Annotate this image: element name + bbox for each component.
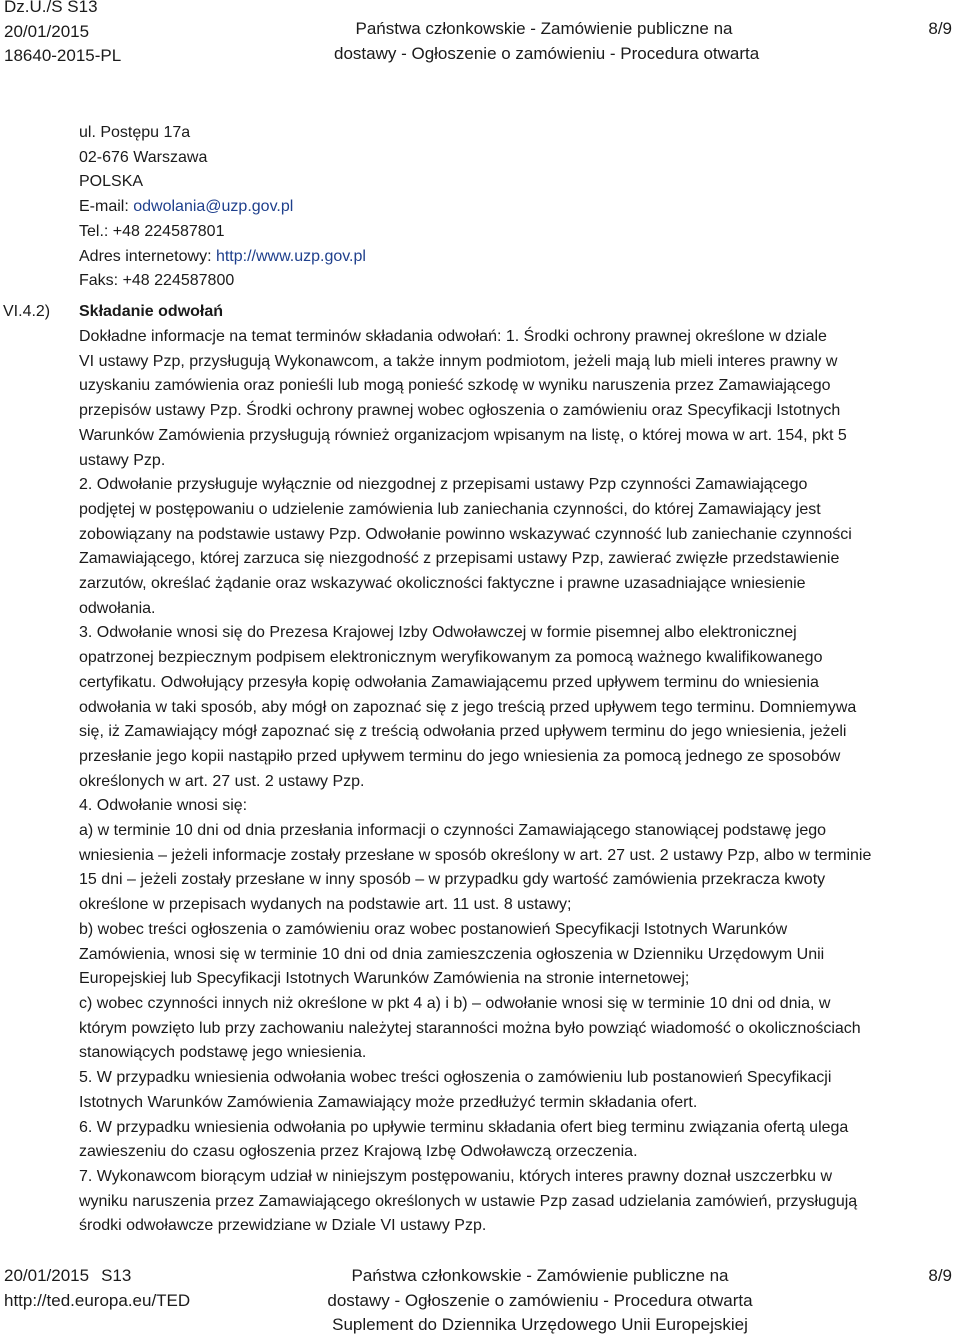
address-block [79,121,366,294]
web-link[interactable]: http://www.uzp.gov.pl [215,247,366,265]
body-line: ustawy Pzp. [79,451,166,469]
body-line: 5. W przypadku wniesienia odwołania wobec treści ogłoszenia o zamówieniu lub postanowień Specyfikacji [79,1069,832,1087]
header-page-number: 8/9 [928,19,952,38]
body-line: Warunków Zamówienia przysługują również organizacjom wpisanym na listę, o której mowa w art. 154, pkt 5 [79,426,847,444]
address-street: ul. Postępu 17a [79,124,191,141]
body-line: zawieszeniu do czasu ogłoszenia przez Krajową Izbę Odwoławczą orzeczenia. [79,1143,638,1161]
notice-number: 18640-2015-PL [4,46,122,65]
body-line: 4. Odwołanie wnosi się: [79,797,248,815]
footer-title-line-1: Państwa członkowskie - Zamówienie publiczne na [351,1266,729,1285]
body-line: Zamawiającego, której zarzuca się niezgodność z przepisami ustawy Pzp, zawierać zwięzłe przedstawienie [79,550,840,568]
footer-page-number: 8/9 [928,1266,952,1285]
body-line: 6. W przypadku wniesienia odwołania po upływie terminu składania ofert bieg terminu związania ofertą ulega [79,1118,849,1136]
journal-reference: Dz.U./S S13 [4,0,98,16]
body-line: Istotnych Warunków Zamówienia Zamawiający może przedłużyć termin składania ofert. [79,1093,698,1111]
body-line: określonych w art. 27 ust. 2 ustawy Pzp. [79,772,365,790]
email-label: E-mail: [79,198,134,216]
footer-series: S13 [101,1266,132,1285]
address-tel: Tel.: +48 224587801 [79,222,225,240]
body-line: określone w przepisach wydanych na podstawie art. 11 ust. 8 ustawy; [79,896,572,914]
body-line: 3. Odwołanie wnosi się do Prezesa Krajowej Izby Odwoławczej w formie pisemnej albo elektronicznej [79,624,797,642]
footer-left [4,1264,190,1313]
header-title-line-2: dostawy - Ogłoszenie o zamówieniu - Procedura otwarta [334,43,760,63]
header-title-line-1: Państwa członkowskie - Zamówienie publiczne na [355,19,733,38]
body-line: c) wobec czynności innych niż określone w pkt 4 a) i b) – odwołanie wnosi się w terminie 10 dni od dnia, w [79,994,831,1012]
body-line: uzyskaniu zamówienia oraz ponieśli lub mogą ponieść szkodę w wyniku naruszenia przez Zamawiającego [79,377,831,395]
footer-url[interactable]: http://ted.europa.eu/TED [4,1290,191,1310]
address-email-row [79,195,366,220]
body-line: wyniku naruszenia przez Zamawiającego określonych w ustawie Pzp zasad udzielania zamówień, przysługują [79,1192,858,1210]
footer-supplement: Suplement do Dziennika Urzędowego Unii Europejskiej [332,1315,748,1334]
address-fax: Faks: +48 224587800 [79,272,235,290]
body-line: VI ustawy Pzp, przysługują Wykonawcom, a także innym podmiotom, jeżeli mają lub mieli interes prawny w [79,352,838,370]
body-line: opatrzonej bezpiecznym podpisem elektronicznym weryfikowanym za pomocą ważnego kwalifikowanego [79,649,823,667]
body-line: przesłanie jego kopii nastąpiło przed upływem terminu do jego wniesienia za pomocą jednego ze sposobów [79,747,841,765]
body-line: 2. Odwołanie przysługuje wyłącznie od niezgodnej z przepisami ustawy Pzp czynności Zamawiającego [79,476,808,494]
body-line: zobowiązany na podstawie ustawy Pzp. Odwołanie powinno wskazywać czynność lub zaniechanie czynności [79,525,852,543]
body-line: 15 dni – jeżeli zostały przesłane w inny sposób – w przypadku gdy wartość zamówienia przekracza kwoty [79,871,826,889]
email-link[interactable]: odwolania@uzp.gov.pl [133,198,294,216]
header-date: 20/01/2015 [4,21,90,41]
body-line: którym powzięto lub przy zachowaniu należytej staranności można było powziąć wiadomość o okolicznościach [79,1019,861,1037]
address-city: 02-676 Warszawa [79,148,208,166]
body-line: b) wobec treści ogłoszenia o zamówieniu oraz wobec postanowień Specyfikacji Istotnych Warunków [79,920,788,938]
body-line: przepisów ustawy Pzp. Środki ochrony prawnej wobec ogłoszenia o zamówieniu oraz Specyfikacji Istotnych [79,402,841,420]
header-center [334,17,760,66]
body-line: a) w terminie 10 dni od dnia przesłania informacji o czynności Zamawiającego stanowiącej podstawę jego [79,822,827,840]
web-label: Adres internetowy: [79,247,216,265]
footer-date: 20/01/2015 [4,1266,90,1285]
body-line: środki odwoławcze przewidziane w Dziale VI ustawy Pzp. [79,1217,487,1235]
body-line: Europejskiej lub Specyfikacji Istotnych Warunków Zamówienia na stronie internetowej; [79,970,690,988]
body-line: wniesienia – jeżeli informacje zostały przesłane w sposób określony w art. 27 ust. 2 ustawy Pzp, albo w terminie [79,846,872,864]
section-title: Składanie odwołań [79,303,224,320]
body-line: odwołania. [79,599,156,617]
body-line: się, iż Zamawiający mógł zapoznać się z treścią odwołania przed upływem terminu do jego wniesienia, jeżeli [79,723,847,741]
section-number: VI.4.2) [3,303,51,320]
body-line: Zamówienia, wnosi się w terminie 10 dni od dnia zamieszczenia ogłoszenia w Dzienniku Urzędowym Unii [79,945,825,963]
header-left [4,0,121,69]
body-line: certyfikatu. Odwołujący przesyła kopię odwołania Zamawiającemu przed upływem terminu do wniesienia [79,673,819,691]
section-body [79,325,957,1239]
address-country: POLSKA [79,173,144,191]
body-line: podjętej w postępowaniu o udzielenie zamówienia lub zaniechania czynności, do której Zamawiający jest [79,500,821,518]
footer-center [310,1264,770,1338]
body-line: Dokładne informacje na temat terminów składania odwołań: 1. Środki ochrony prawnej określone w dziale [79,328,827,345]
footer-title-line-2: dostawy - Ogłoszenie o zamówieniu - Procedura otwarta [327,1290,753,1310]
body-line: stanowiących podstawę jego wniesienia. [79,1044,367,1062]
body-line: 7. Wykonawcom biorącym udział w niniejszym postępowaniu, których interes prawny doznał uszczerbku w [79,1167,833,1185]
address-web-row [79,245,366,270]
body-line: odwołania w taki sposób, aby mógł on zapoznać się z jego treścią przed upływem tego terminu. Domniemywa [79,698,857,716]
body-line: zarzutów, określać żądanie oraz wskazywać okoliczności faktyczne i prawne uzasadniające wniesienie [79,575,806,593]
footer-date-row [4,1264,190,1289]
